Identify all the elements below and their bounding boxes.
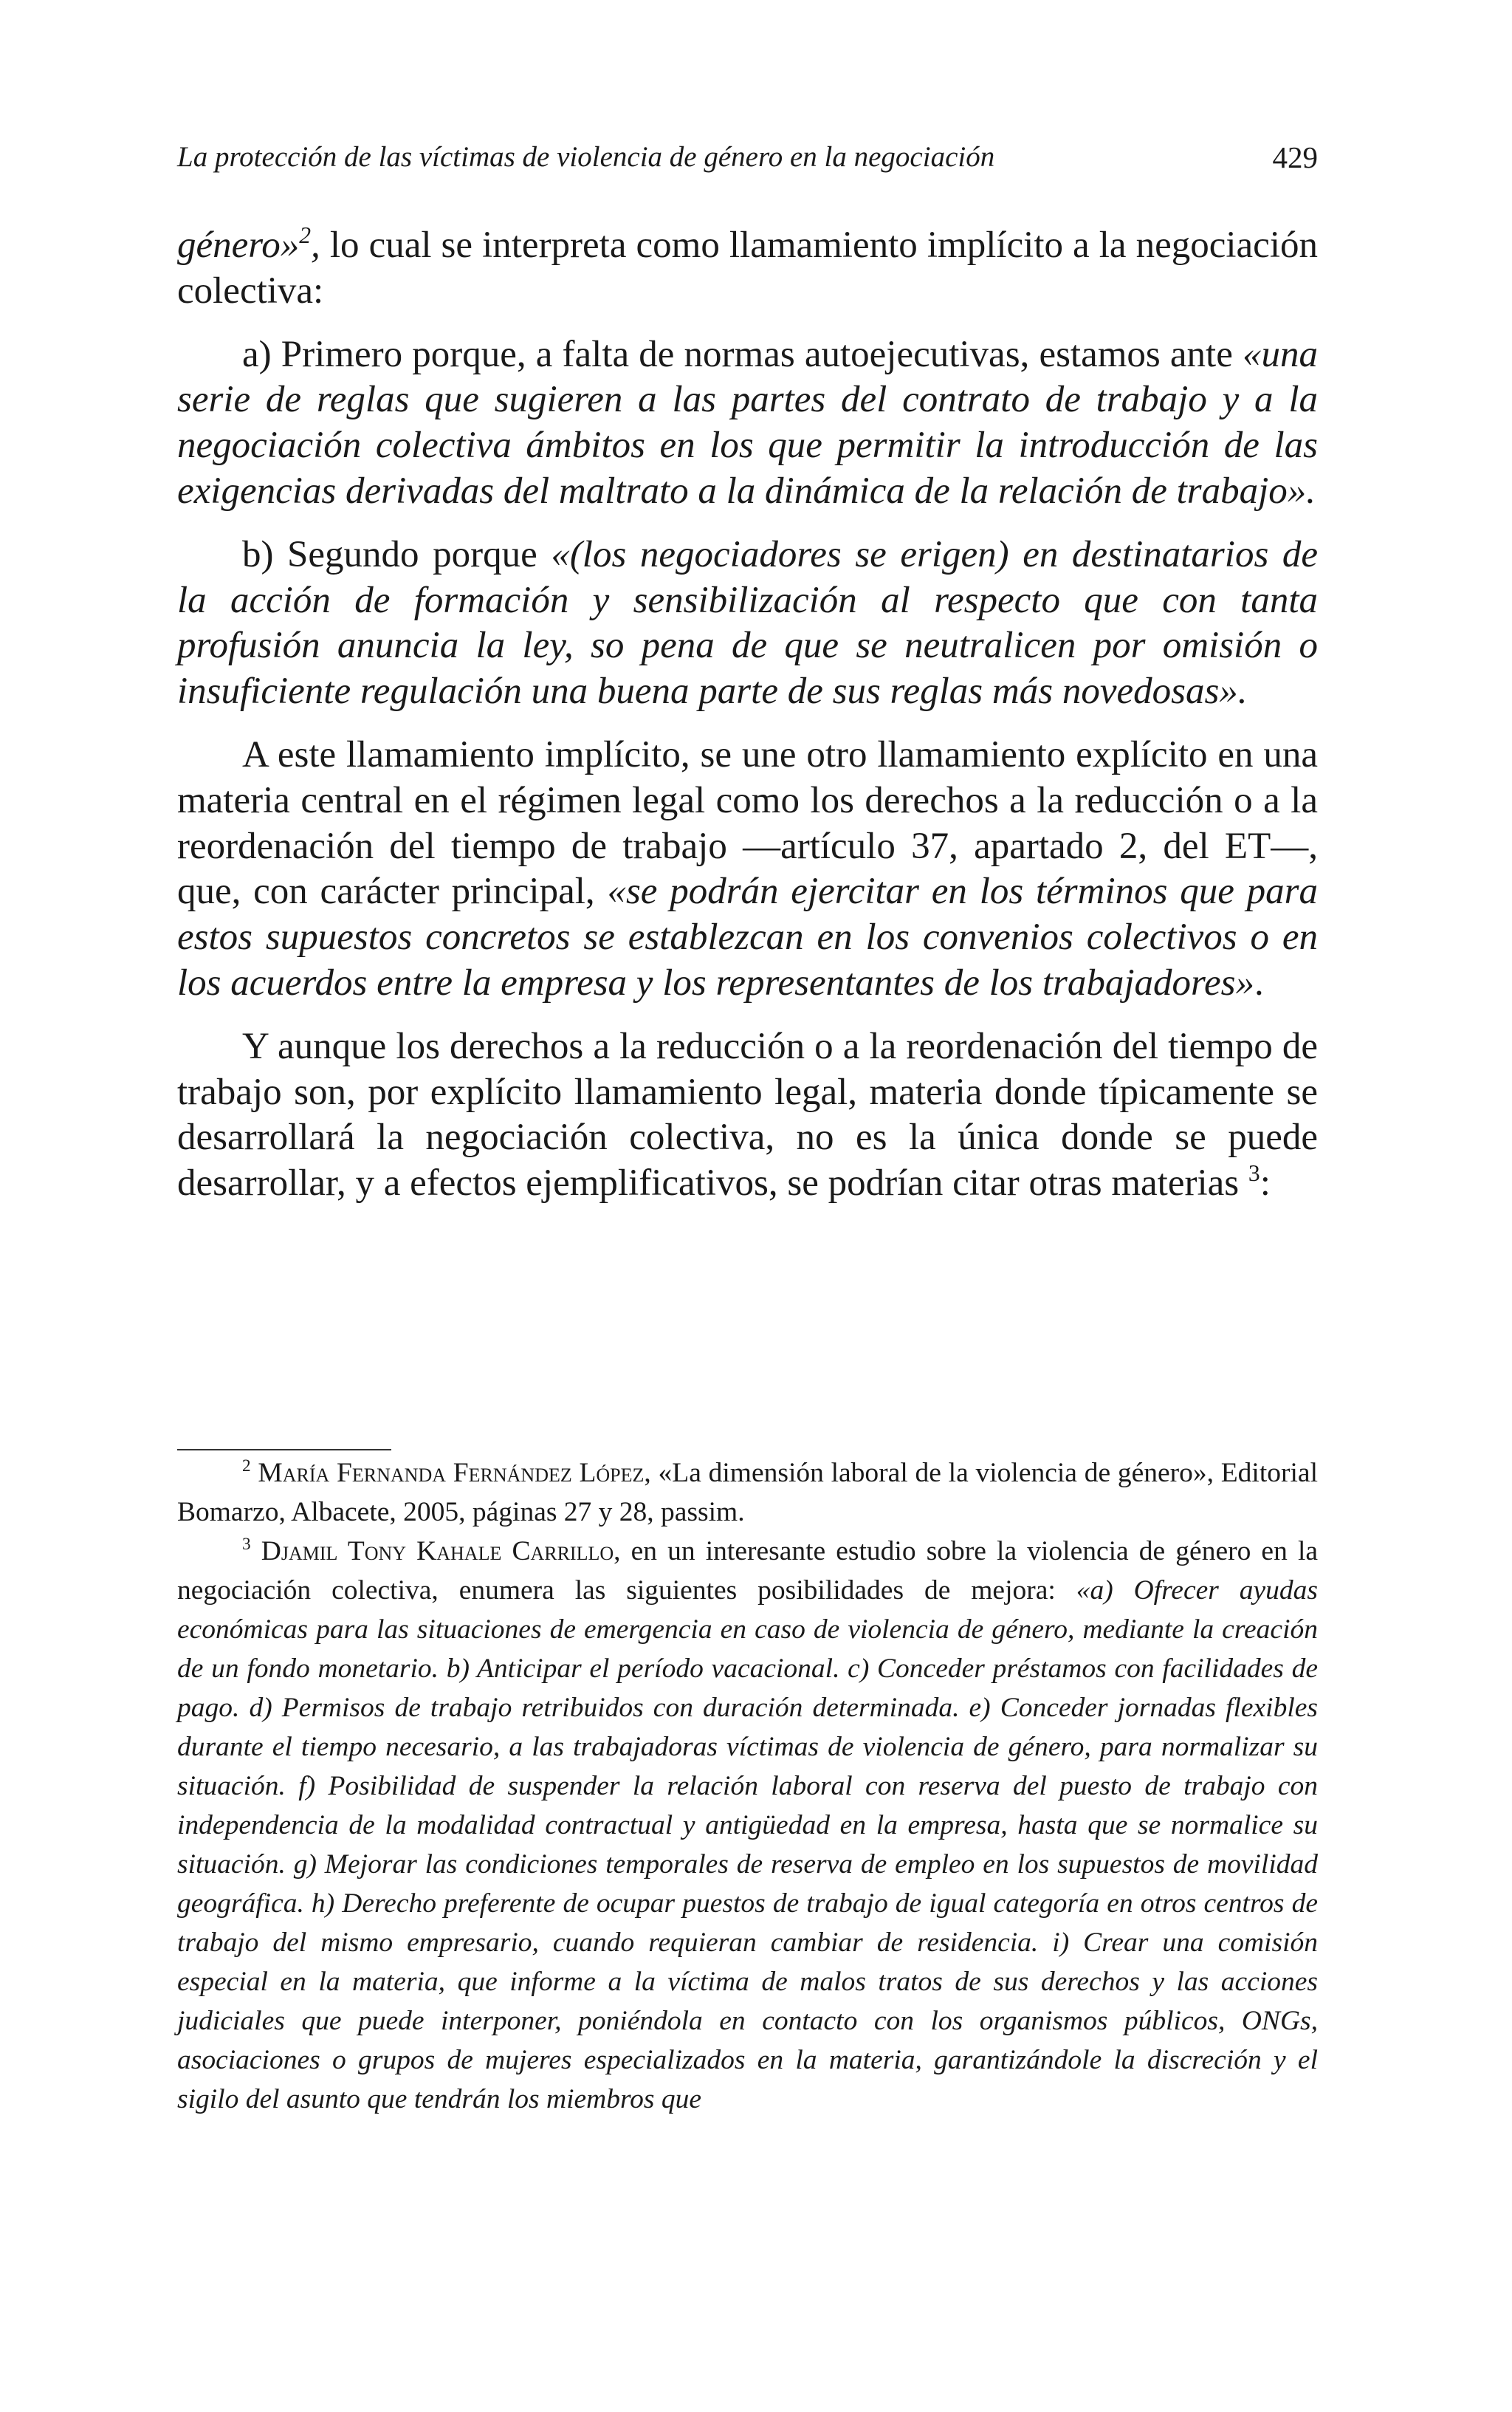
paragraph-explicit-call	[177, 733, 1318, 1007]
quote-text: «se podrán ejercitar en los términos que para estos supuestos concretos se establezcan en los convenios colectivos o en los acuerdos entre la empresa y los representantes de los trabajadores»	[177, 871, 1319, 1004]
quote-text: «una serie de reglas que sugieren a las partes del contrato de trabajo y a la negociación colectiva ámbitos en los que permitir la introducción de las exigencias derivadas del maltrato a la dinámica de la relación de trabajo».	[177, 333, 1318, 512]
footnote-divider	[177, 1449, 391, 1450]
paragraph-end: .	[1254, 962, 1264, 1004]
footnote-ref-3[interactable]: 3	[1248, 1160, 1260, 1187]
page-header	[177, 139, 1318, 183]
paragraph-a	[177, 332, 1318, 515]
running-title: La protección de las víctimas de violencia de género en la negociación	[177, 141, 995, 173]
paragraph-text: b) Segundo porque	[242, 533, 551, 575]
paragraph-text: Y aunque los derechos a la reducción o a la reordenación del tiempo de trabajo son, por explícito llamamiento legal, materia donde típicamente se desarrollará la negociación colectiva, no es la única donde se puede desarrollar, y a efectos ejemplificativos, se podrían citar otras materias	[177, 1025, 1318, 1205]
book-page	[177, 0, 1318, 2412]
footnote-text: , «La dimensión laboral de la violencia de género», Editorial Bomarzo, Albacete, 2005, páginas 27 y 28, passim.	[177, 1458, 1318, 1527]
main-text	[177, 223, 1318, 1207]
footnote-author: Djamil Tony Kahale Carrillo	[261, 1536, 614, 1566]
paragraph-text: a) Primero porque, a falta de normas autoejecutivas, estamos ante	[242, 333, 1243, 375]
footnotes	[177, 1453, 1318, 2119]
paragraph-text: A este llamamiento implícito, se une otro llamamiento explícito en una materia central en el régimen legal como los derechos a la reducción o a la reordenación del tiempo de trabajo —artículo 37, apartado 2, del ET—, que, con carácter principal,	[177, 733, 1318, 913]
quote-text: «(los negociadores se erigen) en destinatarios de la acción de formación y sensibilización al respecto que con tanta profusión anuncia la ley, so pena de que se neutralicen por omisión o insuficiente regulación una buena parte de sus reglas más novedosas».	[177, 533, 1318, 713]
quote-fragment: género»	[177, 225, 300, 266]
footnote-mark: 2	[242, 1456, 251, 1476]
footnote-mark: 3	[242, 1535, 251, 1555]
paragraph-continuation	[177, 223, 1318, 315]
quote-comma: ,	[311, 225, 320, 266]
footnote-3	[177, 1532, 1318, 2119]
footnote-author: María Fernanda Fernández López	[258, 1458, 645, 1488]
paragraph-text: lo cual se interpreta como llamamiento implícito a la negociación colectiva:	[177, 225, 1318, 312]
footnote-ref-2[interactable]: 2	[299, 222, 312, 249]
paragraph-end: :	[1260, 1162, 1271, 1205]
page-number: 429	[1272, 140, 1318, 174]
footnote-quote: «a) Ofrecer ayudas económicas para las situaciones de emergencia en caso de violencia de género, mediante la creación de un fondo monetario. b) Anticipar el período vacacional. c) Conceder préstamos con facilidades de pago. d) Permisos de trabajo retribuidos con duración determinada. e) Conceder jornadas flexibles durante el tiempo necesario, a las trabajadoras víctimas de violencia de género, para normalizar su situación. f) Posibilidad de suspender la relación laboral con reserva del puesto de trabajo con independencia de la modalidad contractual y antigüedad en la empresa, hasta que se normalice su situación. g) Mejorar las condiciones temporales de reserva de empleo en los supuestos de movilidad geográfica. h) Derecho preferente de ocupar puestos de trabajo de igual categoría en otros centros de trabajo del mismo empresario, cuando requieran cambiar de residencia. i) Crear una comisión especial en la materia, que informe a la víctima de malos tratos de sus derechos y las acciones judiciales que puede interponer, poniéndola en contacto con los organismos públicos, ONGs, asociaciones o grupos de mujeres especializados en la materia, garantizándole la discreción y el sigilo del asunto que tendrán los miembros que	[177, 1575, 1318, 2114]
footnote-text: , en un interesante estudio sobre la violencia de género en la negociación colectiva, enumera las siguientes posibilidades de mejora:	[177, 1536, 1319, 1606]
footnote-2	[177, 1453, 1318, 1532]
paragraph-b	[177, 532, 1318, 715]
paragraph-other-matters	[177, 1024, 1318, 1207]
